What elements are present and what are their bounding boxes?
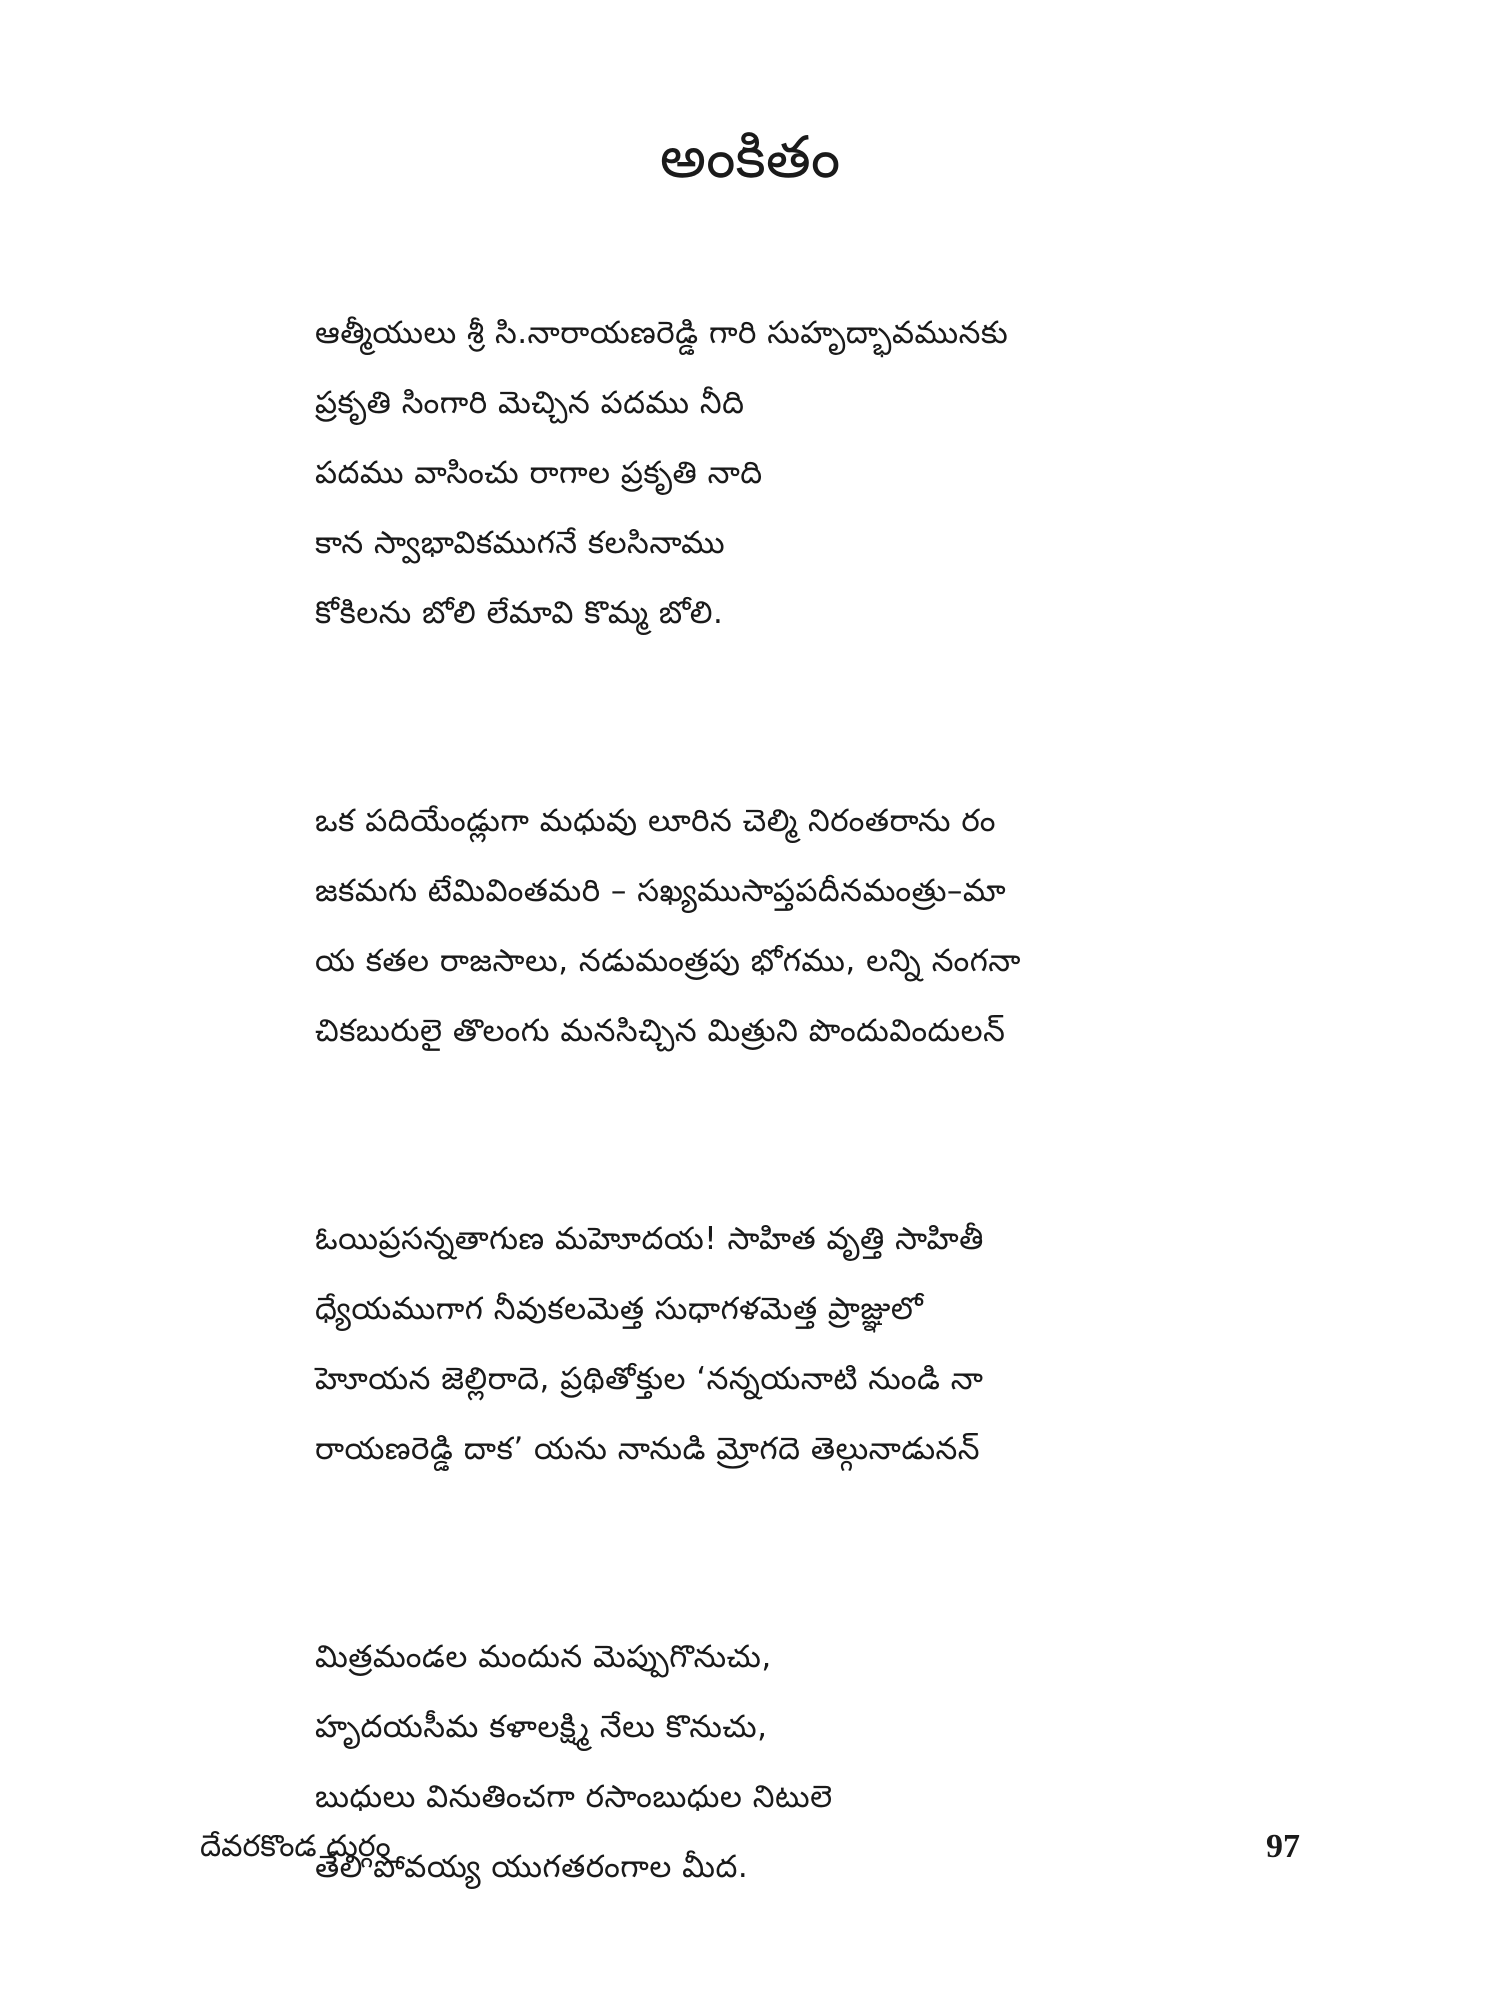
poem-body — [315, 298, 1315, 1902]
verse-line: కోకిలను బోలి లేమావి కొమ్మ బోలి. — [315, 595, 724, 631]
verse-line: ఒక పదియేండ్లుగా మధువు లూరిన చెల్మి నిరంతరాను రం — [315, 803, 996, 839]
verse-line: ప్రకృతి సింగారి మెచ్చిన పదము నీది — [315, 385, 745, 421]
stanza-4 — [315, 1622, 1315, 1902]
stanza-2 — [315, 786, 1315, 1066]
stanza-1 — [315, 298, 1315, 648]
verse-line: కాన స్వాభావికముగనే కలసినాము — [315, 525, 726, 561]
verse-line: య కతల రాజసాలు, నడుమంత్రపు భోగము, లన్ని నంగనా — [315, 943, 1022, 979]
verse-line: రాయణరెడ్డి దాక’ యను నానుడి మ్రోగదె తెల్గునాడునన్ — [315, 1431, 981, 1467]
footer-book-title: దేవరకొండ దుర్గం — [200, 1829, 391, 1864]
stanza-3 — [315, 1204, 1315, 1484]
page-number: 97 — [1266, 1828, 1300, 1865]
verse-line: ఆత్మీయులు శ్రీ సి.నారాయణరెడ్డి గారి సుహృద్భావమునకు — [315, 315, 1009, 351]
verse-line: జకమగు టేమివింతమరి – సఖ్యముసాప్తపదీనమంత్రు–మా — [315, 873, 1007, 909]
verse-line: చికబురులై తొలంగు మనసిచ్చిన మిత్రుని పొందువిందులన్ — [315, 1013, 1006, 1049]
verse-line: హృదయసీమ కళాలక్ష్మి నేలు కొనుచు, — [315, 1709, 768, 1745]
verse-line: పదము వాసించు రాగాల ప్రకృతి నాది — [315, 455, 763, 491]
page-title: అంకితం — [659, 123, 841, 191]
verse-line: బుధులు వినుతించగా రసాంబుధుల నిటులె — [315, 1779, 833, 1815]
verse-line: హెూయన జెల్లిరాదె, ప్రథితోక్తుల ‘నన్నయనాటి నుండి నా — [315, 1361, 984, 1397]
verse-line: తేలి పోవయ్య యుగతరంగాల మీద. — [315, 1849, 749, 1885]
verse-line: ధ్యేయముగాగ నీవుకలమెత్త సుధాగళమెత్త ప్రాజ్ఞులో — [315, 1291, 924, 1327]
verse-line: ఓయిప్రసన్నతాగుణ మహెూదయ! సాహిత వృత్తి సాహితీ — [315, 1221, 984, 1257]
verse-line: మిత్రమండల మందున మెప్పుగొనుచు, — [315, 1639, 772, 1675]
